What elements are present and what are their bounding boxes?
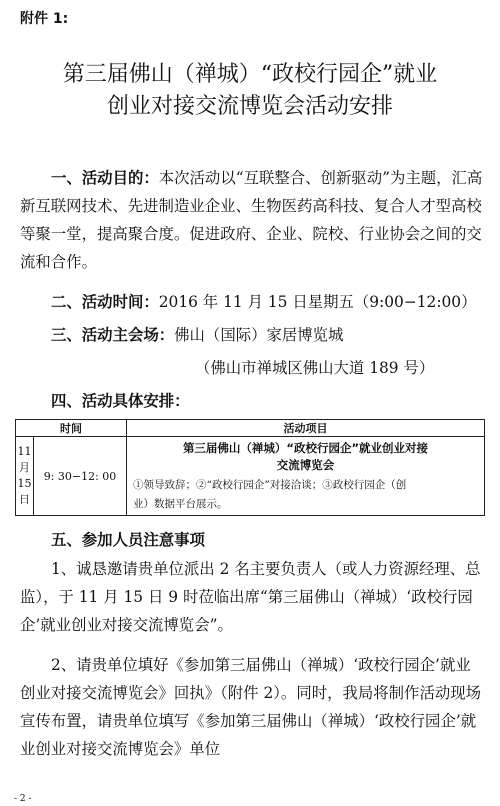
section-time [51, 290, 476, 314]
section-purpose-heading: 一、活动目的： [51, 169, 159, 187]
notes-item-1 [20, 555, 486, 639]
section-venue-address: （佛山市禅城区佛山大道 189 号） [195, 359, 435, 377]
table-item-cell [127, 437, 485, 516]
section-venue-heading: 三、活动主会场： [51, 326, 175, 344]
date-char: 月 [19, 461, 30, 474]
table-header-time: 时间 [16, 420, 127, 437]
section-schedule-heading: 四、活动具体安排： [51, 392, 190, 410]
date-char: 日 [19, 493, 30, 506]
section-venue [51, 323, 343, 347]
section-venue-text: 佛山（国际）家居博览城 [174, 326, 344, 344]
table-item-title-line-1: 第三届佛山（禅城）“政校行园企”就业创业对接 [182, 441, 429, 455]
date-char: 15 [17, 477, 32, 490]
table-item-title-line-2: 交流博览会 [276, 458, 335, 472]
section-purpose-text: 本次活动以“互联整合、创新驱动”为主题，汇高新互联网技术、先进制造业企业、生物医药高科技、复合人才型高校等聚一堂，提高聚合度。促进政府、企业、院校、行业协会之间的交流和合作。 [20, 169, 483, 271]
notes-item-1-text: 1、诚恳邀请贵单位派出 2 名主要负责人（或人力资源经理、总监），于 11 月 15 日 9 时莅临出席“第三届佛山（禅城）‘政校行园企’就业创业对接交流博览会”。 [20, 560, 481, 634]
document-title-line-2: 创业对接交流博览会活动安排 [106, 94, 393, 119]
section-time-text: 2016 年 11 月 15 日星期五（9:00−12:00） [158, 293, 477, 311]
table-item-desc-line-2: 业）数据平台展示。 [133, 498, 228, 510]
table-time-cell: 9: 30−12: 00 [34, 437, 127, 516]
attachment-label: 附件 1: [20, 11, 69, 27]
table-header-item: 活动项目 [127, 420, 485, 437]
date-char: 11 [17, 445, 32, 458]
document-title-line-1: 第三届佛山（禅城）“政校行园企”就业 [62, 62, 438, 87]
table-date-cell [16, 437, 34, 516]
section-purpose [20, 164, 486, 276]
table-header-row [16, 420, 485, 437]
table-item-desc-line-1: ①领导致辞；②“政校行园企”对接洽谈；③政校行园企（创 [133, 479, 407, 491]
schedule-table [15, 419, 485, 516]
notes-item-2-text: 2、请贵单位填好《参加第三届佛山（禅城）‘政校行园企’就业创业对接交流博览会》回执》（附件 2）。同时，我局将制作活动现场宣传布置，请贵单位填写《参加第三届佛山（禅城）‘政校行园企’就业创业对接交流博览会》单位 [20, 656, 482, 758]
section-time-heading: 二、活动时间： [51, 293, 159, 311]
section-notes-heading: 五、参加人员注意事项 [51, 531, 205, 549]
page-number: - 2 - [14, 794, 32, 804]
table-row [16, 437, 485, 516]
notes-item-2 [20, 651, 486, 763]
